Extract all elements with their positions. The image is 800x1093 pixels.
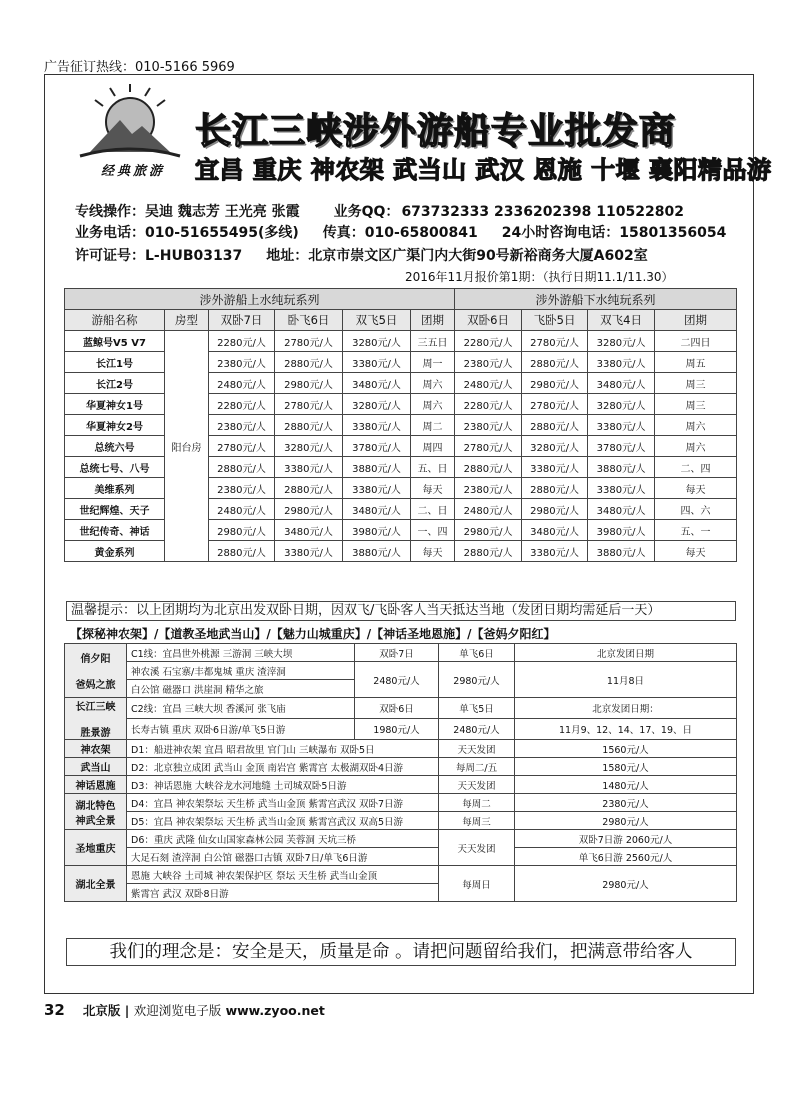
tips-note: 温馨提示：以上团期均为北京出发双卧日期，因双飞/飞卧客人当天抵达当地（发团日期均需延后一天） xyxy=(66,601,736,621)
contact-line-2 xyxy=(75,222,740,242)
table-row: 圣地重庆 D6：重庆 武隆 仙女山国家森林公园 芙蓉洞 天坑三桥 天天发团 双卧7日游 2060元/人 xyxy=(65,830,737,848)
contact-line-3 xyxy=(75,245,662,265)
tour-price-table xyxy=(64,643,737,902)
contact-line-1 xyxy=(75,201,698,221)
business-phone: 业务电话：010-51655495(多线) xyxy=(75,225,299,241)
table-row: 湖北全景 恩施 大峡谷 土司城 神农架保护区 祭坛 天生桥 武当山金顶 每周日 2980元/人 xyxy=(65,866,737,884)
license-number: 许可证号：L-HUB03137 xyxy=(75,248,243,264)
table-row: 白公馆 磁器口 洪崖洞 精华之旅 xyxy=(65,680,737,698)
website-url: www.zyoo.net xyxy=(225,1003,325,1018)
destinations-subtitle: 宜昌 重庆 神农架 武当山 武汉 恩施 十堰 襄阳精品游 xyxy=(195,156,772,184)
room-type: 阳台房 xyxy=(165,331,209,562)
table-row: 华夏神女2号 2380元/人 2880元/人 3380元/人 周二 2380元/人 2880元/人 3380元/人 周六 xyxy=(65,415,737,436)
table-row: 俏夕阳 爸妈之旅 C1线：宜昌世外桃源 三游洞 三峡大坝 双卧7日 单飞6日 北京发团日期 xyxy=(65,644,737,662)
qq-label: 业务QQ： xyxy=(333,204,400,220)
table-row: 长江1号 2380元/人 2880元/人 3380元/人 周一 2380元/人 2880元/人 3380元/人 周五 xyxy=(65,352,737,373)
fax: 传真：010-65800841 xyxy=(322,225,478,241)
table-row: 武当山 D2：北京独立成团 武当山 金顶 南岩宫 紫霄宫 太极湖双卧4日游 每周二/五 1580元/人 xyxy=(65,758,737,776)
table-row: 长江2号 2480元/人 2980元/人 3480元/人 周六 2480元/人 2980元/人 3480元/人 周三 xyxy=(65,373,737,394)
table-row: D5：宜昌 神农架祭坛 天生桥 武当山金顶 紫霄宫武汉 双高5日游 每周三 2980元/人 xyxy=(65,812,737,830)
table-row: 长寿古镇 重庆 双卧6日游/单飞5日游 1980元/人 2480元/人 11月9、12、14、17、19、日 xyxy=(65,719,737,740)
cruise-price-table xyxy=(64,288,737,562)
table-row: 神农溪 石宝寨/丰都鬼城 重庆 渣滓洞 2480元/人 2980元/人 11月8日 xyxy=(65,662,737,680)
table-row: 华夏神女1号 2280元/人 2780元/人 3280元/人 周六 2280元/人 2780元/人 3280元/人 周三 xyxy=(65,394,737,415)
ops-label: 专线操作： xyxy=(75,204,145,220)
company-motto: 我们的理念是：安全是天，质量是命 。请把问题留给我们，把满意带给客人 xyxy=(66,938,736,966)
table-row: 湖北特色 神武全景 D4：宜昌 神农架祭坛 天生桥 武当山金顶 紫霄宫武汉 双卧7日游 每周二 2380元/人 xyxy=(65,794,737,812)
table-row: 神农架 D1：船进神农架 宜昌 昭君故里 官门山 三峡瀑布 双卧5日 天天发团 1560元/人 xyxy=(65,740,737,758)
table-row: 紫霄宫 武汉 双卧8日游 xyxy=(65,884,737,902)
table-row: 世纪辉煌、天子 2480元/人 2980元/人 3480元/人 二、日 2480元/人 2980元/人 3480元/人 四、六 xyxy=(65,499,737,520)
address: 地址：北京市崇文区广渠门内大街90号新裕商务大厦A602室 xyxy=(266,248,648,264)
logo-text: 经典旅游 xyxy=(100,164,165,179)
hotline-24h: 24小时咨询电话：15801356054 xyxy=(501,225,727,241)
table-row: 黄金系列 2880元/人 3380元/人 3880元/人 每天 2880元/人 3380元/人 3880元/人 每天 xyxy=(65,541,737,562)
quote-period: 2016年11月报价第1期：（执行日期11.1/11.30） xyxy=(405,270,674,284)
edition: 北京版 xyxy=(82,1003,121,1018)
table-row: 神话恩施 D3：神话恩施 大峡谷龙水河地缝 土司城双卧5日游 天天发团 1480元/人 xyxy=(65,776,737,794)
separator: | xyxy=(124,1003,130,1018)
section-downstream: 涉外游船下水纯玩系列 xyxy=(455,289,737,310)
main-title: 长江三峡涉外游船专业批发商 xyxy=(195,111,677,152)
tour-name: 湖北特色 神武全景 xyxy=(65,794,127,830)
table-row: 大足石刻 渣滓洞 白公馆 磁器口古镇 双卧7日/单飞6日游 单飞6日游 2560元/人 xyxy=(65,848,737,866)
table-row: 蓝鲸号V5 V7 阳台房 2280元/人 2780元/人 3280元/人 三五日 2280元/人 2780元/人 3280元/人 二四日 xyxy=(65,331,737,352)
qq-values: 673732333 2336202398 110522802 xyxy=(401,204,684,220)
ops-names: 吴迪 魏志芳 王光亮 张霞 xyxy=(145,204,300,220)
table-row: 世纪传奇、神话 2980元/人 3480元/人 3980元/人 一、四 2980元/人 3480元/人 3980元/人 五、一 xyxy=(65,520,737,541)
table-row: 长江三峡 胜景游 C2线：宜昌 三峡大坝 香溪河 张飞庙 双卧6日 单飞5日 北京发团日期： xyxy=(65,698,737,719)
table-row: 美维系列 2380元/人 2880元/人 3380元/人 每天 2380元/人 2880元/人 3380元/人 每天 xyxy=(65,478,737,499)
tour-name: 长江三峡 胜景游 xyxy=(65,698,127,740)
tour-categories: 【探秘神农架】/【道教圣地武当山】/【魅力山城重庆】/【神话圣地恩施】/【爸妈夕阳红】 xyxy=(70,627,556,641)
table-row: 总统七号、八号 2880元/人 3380元/人 3880元/人 五、日 2880元/人 3380元/人 3880元/人 二、四 xyxy=(65,457,737,478)
page-footer xyxy=(44,1001,325,1019)
table-row: 总统六号 2780元/人 3280元/人 3780元/人 周四 2780元/人 3280元/人 3780元/人 周六 xyxy=(65,436,737,457)
tour-name: 俏夕阳 爸妈之旅 xyxy=(65,644,127,698)
table-header: 游船名称 房型 双卧7日 卧飞6日 双飞5日 团期 双卧6日 飞卧5日 双飞4日 团期 xyxy=(65,310,737,331)
footer-text: 欢迎浏览电子版 xyxy=(133,1003,222,1018)
ad-hotline: 广告征订热线：010-5166 5969 xyxy=(44,60,235,75)
page-number: 32 xyxy=(44,1001,65,1019)
section-upstream: 涉外游船上水纯玩系列 xyxy=(65,289,455,310)
